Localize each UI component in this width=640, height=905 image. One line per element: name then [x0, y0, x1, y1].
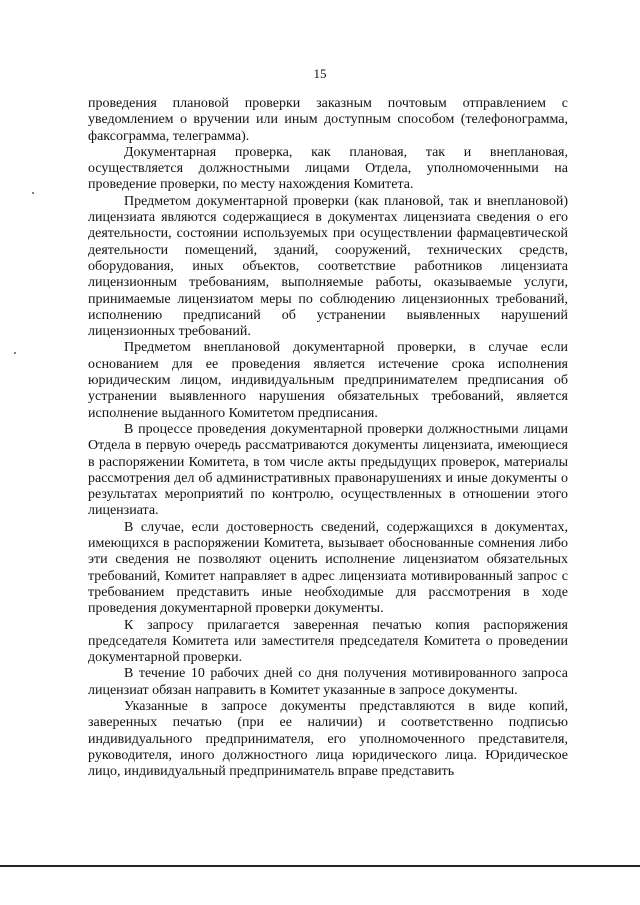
paragraph-4: Предметом внеплановой документарной проверки, в случае если основанием для ее проведения является истечение срока исполнения юридическим лицом, индивидуальным предпринимателем предписания об устранении выявленного нарушения обязательных требований, является исполнение выданного Комитетом предписания.: [88, 340, 568, 421]
paragraph-3: Предметом документарной проверки (как плановой, так и внеплановой) лицензиата являются содержащиеся в документах лицензиата сведения о его деятельности, состоянии используемых при осуществлении фармацевтической деятельности помещений, зданий, сооружений, технических средств, оборудования, иных объектов, соответствие работников лицензиата лицензионным требованиям, выполняемые работы, оказываемые услуги, принимаемые лицензиатом меры по соблюдению лицензионных требований, исполнению предписаний об устранении выявленных нарушений лицензионных требований.: [88, 193, 568, 340]
document-body: [88, 96, 568, 780]
page-number: 15: [313, 66, 327, 81]
paragraph-2: Документарная проверка, как плановая, так и внеплановая, осуществляется должностными лицами Отдела, уполномоченными на проведение проверки, по месту нахождения Комитета.: [88, 144, 568, 193]
paragraph-9: Указанные в запросе документы представляются в виде копий, заверенных печатью (при ее наличии) и соответственно подписью индивидуального предпринимателя, его уполномоченного представителя, руководителя, иного должностного лица юридического лица. Юридическое лицо, индивидуальный предприниматель вправе представить: [88, 698, 568, 780]
paragraph-8: В течение 10 рабочих дней со дня получения мотивированного запроса лицензиат обязан направить в Комитет указанные в запросе документы.: [88, 666, 568, 698]
footer-rule: [0, 865, 640, 867]
scan-speck: [32, 192, 34, 194]
scan-speck: [14, 352, 16, 354]
paragraph-5: В процессе проведения документарной проверки должностными лицами Отдела в первую очередь рассматриваются документы лицензиата, имеющиеся в распоряжении Комитета, в том числе акты предыдущих проверок, материалы рассмотрения дел об административных правонарушениях и иные документы о результатах мероприятий по контролю, осуществленных в отношении этого лицензиата.: [88, 421, 568, 519]
paragraph-1: проведения плановой проверки заказным почтовым отправлением с уведомлением о вручении или иным доступным способом (телефонограмма, факсограмма, телеграмма).: [88, 96, 568, 144]
paragraph-7: К запросу прилагается заверенная печатью копия распоряжения председателя Комитета или заместителя председателя Комитета о проведении документарной проверки.: [88, 617, 568, 666]
paragraph-6: В случае, если достоверность сведений, содержащихся в документах, имеющихся в распоряжении Комитета, вызывает обоснованные сомнения либо эти сведения не позволяют оценить исполнение лицензиатом обязательных требований, Комитет направляет в адрес лицензиата мотивированный запрос с требованием представить иные необходимые для рассмотрения в ходе проведения документарной проверки документы.: [88, 519, 568, 617]
